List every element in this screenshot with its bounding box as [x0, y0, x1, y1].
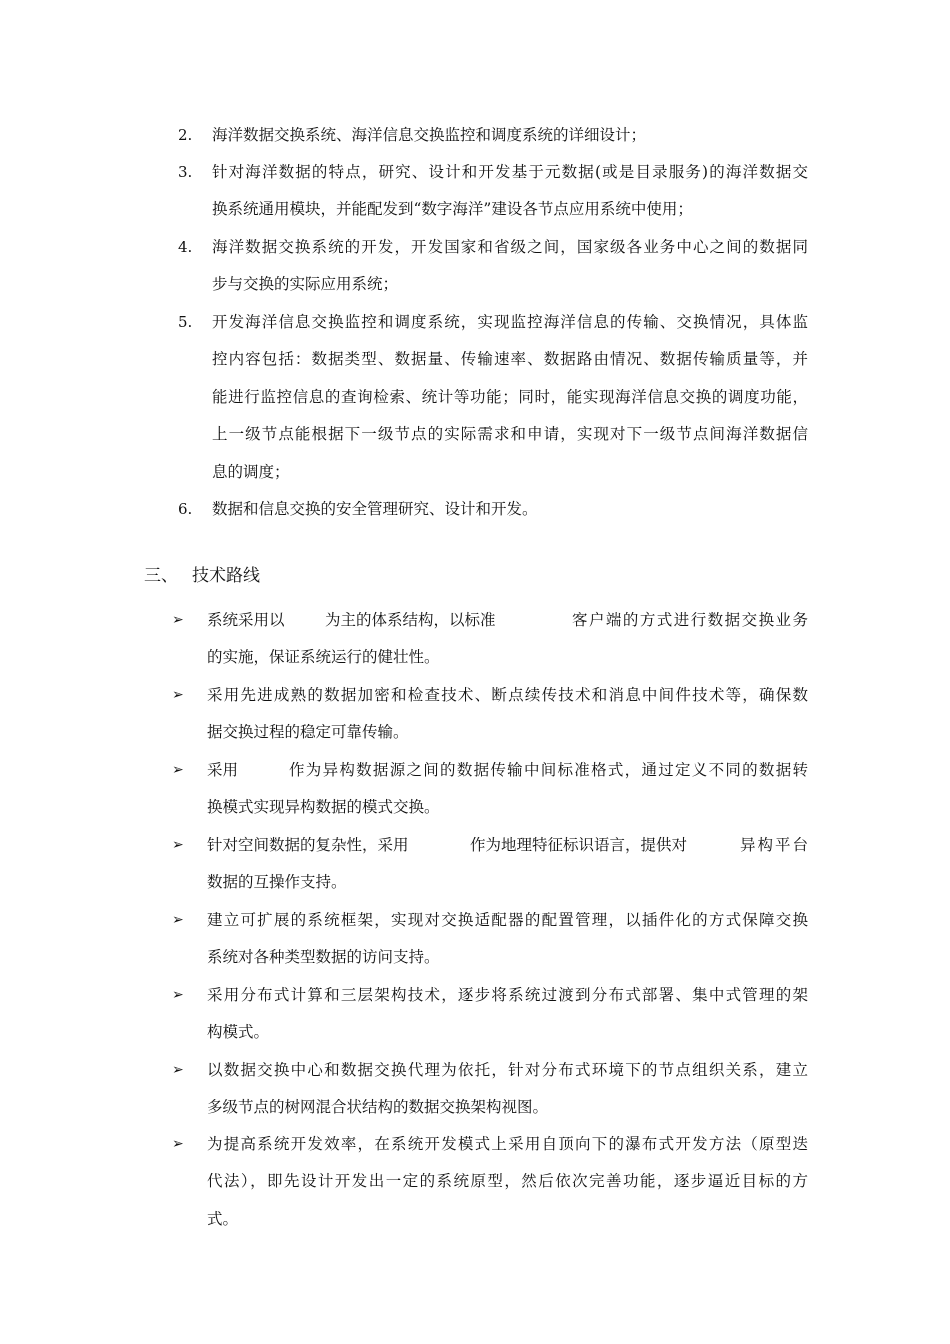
bullet-marker: ➢	[172, 1062, 184, 1078]
bullet-line-part: 针对空间数据的复杂性，采用	[207, 836, 409, 854]
bullet-line: 采用先进成熟的数据加密和检查技术、断点续传技术和消息中间件技术等，确保数	[207, 686, 808, 704]
section-title: 技术路线	[192, 566, 260, 586]
bullet-line: 多级节点的树网混合状结构的数据交换架构视图。	[207, 1098, 549, 1116]
list-item-line: 数据和信息交换的安全管理研究、设计和开发。	[212, 500, 538, 518]
bullet-marker: ➢	[172, 837, 184, 853]
list-item-line: 上一级节点能根据下一级节点的实际需求和申请，实现对下一级节点间海洋数据信	[212, 425, 808, 443]
bullet-line-part: 异构平台	[740, 836, 808, 854]
bullet-marker: ➢	[172, 612, 184, 628]
bullet-line: 以数据交换中心和数据交换代理为依托，针对分布式环境下的节点组织关系，建立	[207, 1061, 808, 1079]
section-number: 三、	[144, 566, 178, 586]
list-item-line: 海洋数据交换系统的开发，开发国家和省级之间，国家级各业务中心之间的数据同	[212, 238, 808, 256]
bullet-line-part: 为主的体系结构，以标准	[325, 611, 496, 629]
list-item-line: 换系统通用模块，并能配发到“数字海洋”建设各节点应用系统中使用；	[212, 200, 693, 218]
bullet-marker: ➢	[172, 687, 184, 703]
list-item-line: 控内容包括：数据类型、数据量、传输速率、数据路由情况、数据传输质量等，并	[212, 350, 808, 368]
list-item-line: 开发海洋信息交换监控和调度系统，实现监控海洋信息的传输、交换情况，具体监	[212, 313, 808, 331]
list-number: 2.	[178, 126, 193, 144]
list-number: 6.	[178, 500, 193, 518]
bullet-line: 据交换过程的稳定可靠传输。	[207, 723, 409, 741]
list-number: 4.	[178, 238, 193, 256]
list-item-line: 息的调度；	[212, 463, 290, 481]
list-item-line: 海洋数据交换系统、海洋信息交换监控和调度系统的详细设计；	[212, 126, 647, 144]
bullet-marker: ➢	[172, 1136, 184, 1152]
bullet-line-part: 客户端的方式进行数据交换业务	[572, 611, 808, 629]
bullet-marker: ➢	[172, 912, 184, 928]
list-item-line: 能进行监控信息的查询检索、统计等功能；同时，能实现海洋信息交换的调度功能，	[212, 388, 808, 406]
bullet-marker: ➢	[172, 762, 184, 778]
bullet-line-part: 系统采用以	[207, 611, 285, 629]
bullet-line: 式。	[207, 1210, 239, 1228]
bullet-marker: ➢	[172, 987, 184, 1003]
bullet-line: 为提高系统开发效率，在系统开发模式上采用自顶向下的瀑布式开发方法（原型迭	[207, 1135, 808, 1153]
list-item-line: 针对海洋数据的特点，研究、设计和开发基于元数据(或是目录服务)的海洋数据交	[212, 163, 808, 181]
bullet-line-part: 采用	[207, 761, 239, 779]
bullet-line-part: 作为地理特征标识语言，提供对	[470, 836, 688, 854]
list-number: 3.	[178, 163, 193, 181]
list-item-line: 步与交换的实际应用系统；	[212, 275, 399, 293]
list-number: 5.	[178, 313, 193, 331]
bullet-line: 建立可扩展的系统框架，实现对交换适配器的配置管理，以插件化的方式保障交换	[207, 911, 808, 929]
bullet-line: 代法），即先设计开发出一定的系统原型，然后依次完善功能，逐步逼近目标的方	[207, 1172, 808, 1190]
bullet-line: 系统对各种类型数据的访问支持。	[207, 948, 440, 966]
bullet-line: 构模式。	[207, 1023, 270, 1041]
bullet-line: 数据的互操作支持。	[207, 873, 347, 891]
bullet-line-part: 作为异构数据源之间的数据传输中间标准格式，通过定义不同的数据转	[289, 761, 808, 779]
bullet-line: 换模式实现异构数据的模式交换。	[207, 798, 440, 816]
bullet-line: 的实施，保证系统运行的健壮性。	[207, 648, 440, 666]
bullet-line: 采用分布式计算和三层架构技术，逐步将系统过渡到分布式部署、集中式管理的架	[207, 986, 808, 1004]
